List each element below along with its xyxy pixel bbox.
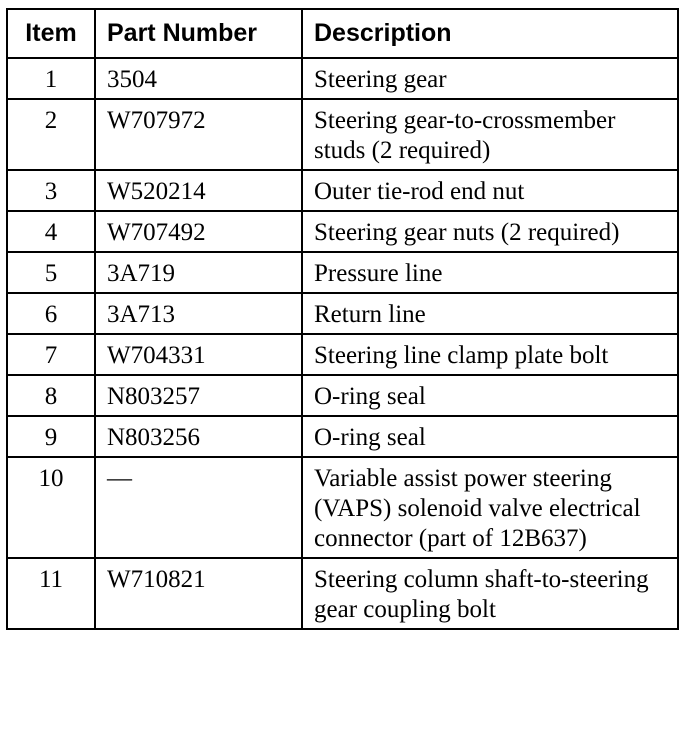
- item-cell: 3: [7, 170, 95, 211]
- description-cell: Outer tie-rod end nut: [302, 170, 678, 211]
- part-number-cell: W710821: [95, 558, 302, 629]
- table-row: [7, 170, 678, 211]
- table-row: [7, 211, 678, 252]
- description-cell: Pressure line: [302, 252, 678, 293]
- table-row: [7, 293, 678, 334]
- description-cell: Steering column shaft-to-steering gear coupling bolt: [302, 558, 678, 629]
- table-row: [7, 58, 678, 99]
- item-cell: 2: [7, 99, 95, 170]
- table-row: [7, 99, 678, 170]
- item-cell: 1: [7, 58, 95, 99]
- part-number-cell: 3A719: [95, 252, 302, 293]
- header-item: Item: [7, 9, 95, 58]
- description-cell: Steering gear-to-crossmember studs (2 required): [302, 99, 678, 170]
- parts-table: [6, 8, 679, 630]
- item-cell: 6: [7, 293, 95, 334]
- item-cell: 7: [7, 334, 95, 375]
- part-number-cell: W520214: [95, 170, 302, 211]
- item-cell: 8: [7, 375, 95, 416]
- part-number-cell: N803256: [95, 416, 302, 457]
- part-number-cell: —: [95, 457, 302, 558]
- description-cell: O-ring seal: [302, 416, 678, 457]
- description-cell: Variable assist power steering (VAPS) solenoid valve electrical connector (part of 12B637): [302, 457, 678, 558]
- item-cell: 5: [7, 252, 95, 293]
- header-description: Description: [302, 9, 678, 58]
- table-row: [7, 375, 678, 416]
- item-cell: 4: [7, 211, 95, 252]
- table-row: [7, 334, 678, 375]
- table-row: [7, 416, 678, 457]
- item-cell: 11: [7, 558, 95, 629]
- item-cell: 10: [7, 457, 95, 558]
- header-row: [7, 9, 678, 58]
- table-row: [7, 558, 678, 629]
- part-number-cell: W707492: [95, 211, 302, 252]
- description-cell: O-ring seal: [302, 375, 678, 416]
- part-number-cell: 3504: [95, 58, 302, 99]
- part-number-cell: 3A713: [95, 293, 302, 334]
- item-cell: 9: [7, 416, 95, 457]
- table-row: [7, 457, 678, 558]
- part-number-cell: N803257: [95, 375, 302, 416]
- part-number-cell: W704331: [95, 334, 302, 375]
- table-row: [7, 252, 678, 293]
- header-part-number: Part Number: [95, 9, 302, 58]
- description-cell: Steering gear: [302, 58, 678, 99]
- part-number-cell: W707972: [95, 99, 302, 170]
- description-cell: Return line: [302, 293, 678, 334]
- description-cell: Steering line clamp plate bolt: [302, 334, 678, 375]
- description-cell: Steering gear nuts (2 required): [302, 211, 678, 252]
